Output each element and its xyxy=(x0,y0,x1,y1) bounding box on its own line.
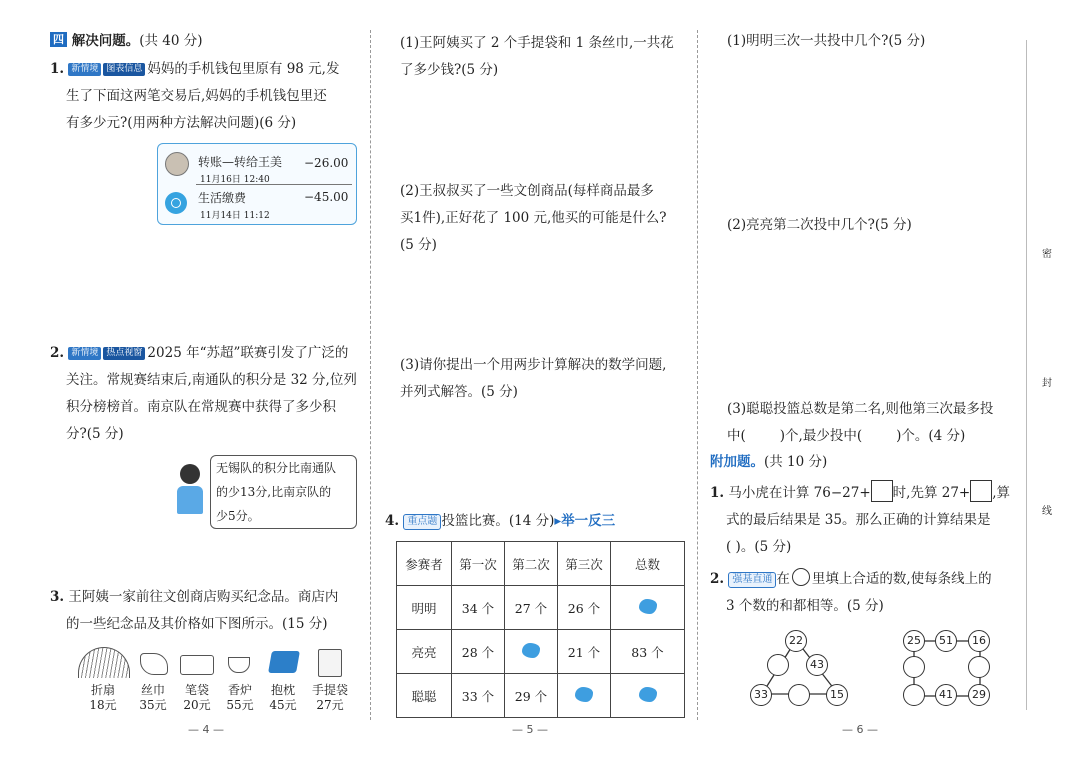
souvenir-label: 折扇 18元 xyxy=(89,683,117,712)
key-question-tag: 重点题 xyxy=(403,514,441,530)
question-3 xyxy=(50,584,362,638)
square-circle-blank[interactable] xyxy=(968,656,990,678)
q4-part-1: (1)明明三次一共投中几个?(5 分) xyxy=(727,33,926,49)
question-text: 有多少元?(用两种方法解决问题)(6 分) xyxy=(66,115,297,131)
table-cell: 28 个 xyxy=(452,630,505,674)
section-number-badge: 四 xyxy=(50,32,67,47)
column-divider-right xyxy=(697,30,698,720)
section-title: 解决问题。 xyxy=(71,33,140,49)
question-text: 关注。常规赛结束后,南通队的积分是 32 分,位列 xyxy=(66,372,357,388)
blank-cell[interactable] xyxy=(505,630,558,674)
triangle-circle: 43 xyxy=(806,654,828,676)
q3-part-1 xyxy=(400,30,674,84)
square-circle: 25 xyxy=(903,630,925,652)
page-number-4: — 4 — xyxy=(188,723,224,736)
square-circle-blank[interactable] xyxy=(903,656,925,678)
column-divider-left xyxy=(370,30,371,720)
hot-topic-tag: 热点视窗 xyxy=(103,347,145,360)
bonus-heading xyxy=(710,449,827,476)
header-cell: 总数 xyxy=(611,542,685,586)
page-number-5: — 5 — xyxy=(512,723,548,736)
table-row xyxy=(397,674,685,718)
question-text: ,算 xyxy=(992,485,1011,501)
question-text: 生了下面这两笔交易后,妈妈的手机钱包里还 xyxy=(66,88,327,104)
table-cell: 亮亮 xyxy=(397,630,452,674)
section-points: (共 40 分) xyxy=(139,33,203,49)
section-heading xyxy=(50,28,203,55)
triangle-circle-blank[interactable] xyxy=(788,684,810,706)
question-text: 中( xyxy=(727,428,746,444)
bubble-text: 无锡队的积分比南通队 xyxy=(216,461,337,475)
blank-cell[interactable] xyxy=(611,586,685,630)
ink-blot-icon xyxy=(575,687,593,702)
souvenir-label: 丝巾 35元 xyxy=(139,683,167,712)
ink-blot-icon xyxy=(639,599,657,614)
avatar xyxy=(165,152,189,176)
question-text: 王阿姨一家前往文创商店购买纪念品。商店内 xyxy=(68,589,339,605)
table-cell: 29 个 xyxy=(505,674,558,718)
answer-box[interactable] xyxy=(970,480,992,502)
triangle-circle: 33 xyxy=(750,684,772,706)
bubble-text: 的少13分,比南京队的 xyxy=(216,485,332,499)
bonus-points: (共 10 分) xyxy=(764,454,828,470)
table-row xyxy=(397,586,685,630)
bubble-text: 少5分。 xyxy=(216,509,260,523)
incense-burner-icon xyxy=(228,657,250,673)
score-table xyxy=(396,541,685,718)
page-number-6: — 6 — xyxy=(842,723,878,736)
speech-bubble xyxy=(210,455,357,529)
chart-info-tag: 图表信息 xyxy=(103,63,145,76)
seal-mark: 密 xyxy=(1042,249,1052,260)
question-text: 马小虎在计算 76−27+ xyxy=(728,485,871,501)
souvenir-row xyxy=(70,645,365,715)
question-number: 4. xyxy=(385,513,400,529)
question-4 xyxy=(385,508,615,535)
answer-box[interactable] xyxy=(871,480,893,502)
table-header-row xyxy=(397,542,685,586)
question-text: (3)聪聪投篮总数是第二名,则他第三次最多投 xyxy=(727,401,994,417)
triangle-circle: 15 xyxy=(826,684,848,706)
q4-part-2: (2)亮亮第二次投中几个?(5 分) xyxy=(727,217,912,233)
question-text: 时,先算 27+ xyxy=(892,485,971,501)
question-text: 积分榜榜首。南京队在常规赛中获得了多少积 xyxy=(66,399,336,415)
souvenir-label: 手提袋 27元 xyxy=(311,683,348,712)
souvenir-label: 抱枕 45元 xyxy=(269,683,297,712)
q3-part-3 xyxy=(400,352,666,406)
pencil-case-icon xyxy=(180,655,214,675)
question-number: 2. xyxy=(710,571,725,587)
question-text: 并列式解答。(5 分) xyxy=(400,384,518,400)
new-context-tag: 新情境 xyxy=(68,347,101,360)
transaction-2-time: 11月14日 11:12 xyxy=(200,211,270,221)
folding-fan-icon xyxy=(78,647,130,678)
question-text: 在 xyxy=(776,571,790,587)
question-number: 2. xyxy=(50,345,65,361)
table-cell: 33 个 xyxy=(452,674,505,718)
souvenir-label: 香炉 55元 xyxy=(226,683,254,712)
question-text: 3 个数的和都相等。(5 分) xyxy=(726,598,884,614)
question-text: )个。(4 分) xyxy=(896,428,966,444)
question-number: 3. xyxy=(50,589,65,605)
tote-bag-icon xyxy=(318,649,342,677)
header-cell: 第三次 xyxy=(558,542,611,586)
related-practice-link[interactable]: ▸举一反三 xyxy=(554,513,616,529)
transaction-separator xyxy=(196,184,352,185)
square-circle: 16 xyxy=(968,630,990,652)
question-text: (1)王阿姨买了 2 个手提袋和 1 条丝巾,一共花 xyxy=(400,35,674,51)
q4-part-3 xyxy=(727,396,993,450)
seal-mark: 封 xyxy=(1042,378,1052,389)
table-cell: 27 个 xyxy=(505,586,558,630)
silk-scarf-icon xyxy=(140,653,168,675)
souvenir-label: 笔袋 20元 xyxy=(183,683,211,712)
circle-symbol-icon xyxy=(792,568,810,586)
question-text: (5 分) xyxy=(400,237,437,253)
pillow-icon xyxy=(268,651,300,673)
table-row xyxy=(397,630,685,674)
transaction-1-amount: −26.00 xyxy=(304,156,349,170)
question-text: 了多少钱?(5 分) xyxy=(400,62,499,78)
header-cell: 参赛者 xyxy=(397,542,452,586)
header-cell: 第二次 xyxy=(505,542,558,586)
foundation-tag: 强基直通 xyxy=(728,572,776,588)
question-text: ( )。(5 分) xyxy=(726,539,792,555)
transaction-1-time: 11月16日 12:40 xyxy=(200,175,270,185)
header-cell: 第一次 xyxy=(452,542,505,586)
question-1 xyxy=(50,56,362,137)
question-2 xyxy=(50,340,362,448)
transaction-1-name: 转账—转给王美 xyxy=(198,155,283,169)
binding-line xyxy=(1026,40,1027,710)
table-cell: 明明 xyxy=(397,586,452,630)
transaction-2-amount: −45.00 xyxy=(304,190,349,204)
table-cell: 83 个 xyxy=(611,630,685,674)
question-text: 式的最后结果是 35。那么正确的计算结果是 xyxy=(726,512,991,528)
blank-cell[interactable] xyxy=(558,674,611,718)
bonus-question-1 xyxy=(710,480,1022,561)
square-circle: 29 xyxy=(968,684,990,706)
boy-illustration xyxy=(177,464,203,514)
question-text: 的一些纪念品及其价格如下图所示。(15 分) xyxy=(66,616,328,632)
square-circle-blank[interactable] xyxy=(903,684,925,706)
question-text: 买1件),正好花了 100 元,他买的可能是什么? xyxy=(400,210,667,226)
question-text: (2)王叔叔买了一些文创商品(每样商品最多 xyxy=(400,183,654,199)
blank-cell[interactable] xyxy=(611,674,685,718)
question-text: 2025 年“苏超”联赛引发了广泛的 xyxy=(147,345,349,361)
question-text: (3)请你提出一个用两步计算解决的数学问题, xyxy=(400,357,667,373)
transaction-2-name: 生活缴费 xyxy=(198,191,247,205)
transaction-card xyxy=(157,143,357,225)
square-circle: 41 xyxy=(935,684,957,706)
question-number: 1. xyxy=(50,61,65,77)
question-number: 1. xyxy=(710,485,725,501)
table-cell: 21 个 xyxy=(558,630,611,674)
question-text: 里填上合适的数,使每条线上的 xyxy=(811,571,992,587)
triangle-circle-blank[interactable] xyxy=(767,654,789,676)
question-text: 投篮比赛。(14 分) xyxy=(441,513,555,529)
square-circle: 51 xyxy=(935,630,957,652)
bonus-question-2 xyxy=(710,566,1022,620)
ink-blot-icon xyxy=(639,687,657,702)
table-cell: 26 个 xyxy=(558,586,611,630)
question-text: 妈妈的手机钱包里原有 98 元,发 xyxy=(147,61,340,77)
question-text: 分?(5 分) xyxy=(66,426,124,442)
q3-part-2 xyxy=(400,178,667,259)
payment-icon xyxy=(165,192,187,214)
seal-mark: 线 xyxy=(1042,506,1052,517)
bonus-title: 附加题。 xyxy=(710,454,764,470)
table-cell: 34 个 xyxy=(452,586,505,630)
question-text: )个,最少投中( xyxy=(779,428,863,444)
ink-blot-icon xyxy=(522,643,540,658)
triangle-circle: 22 xyxy=(785,630,807,652)
new-context-tag: 新情境 xyxy=(68,63,101,76)
table-cell: 聪聪 xyxy=(397,674,452,718)
